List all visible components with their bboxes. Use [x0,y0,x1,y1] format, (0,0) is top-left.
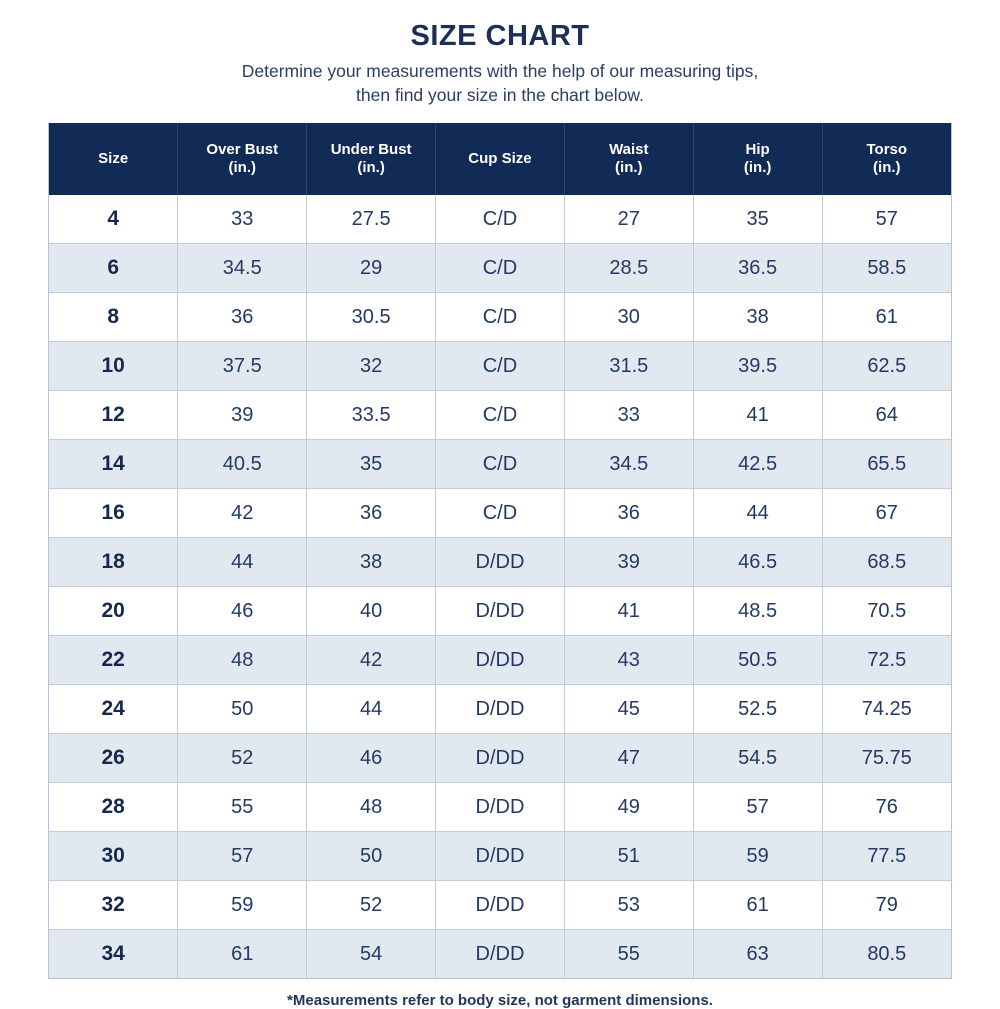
cell-measurement: 46 [178,587,307,636]
cell-measurement: 54.5 [693,734,822,783]
table-row [49,832,951,881]
cell-measurement: 61 [693,881,822,930]
cell-size: 10 [49,342,178,391]
cell-measurement: 39 [178,391,307,440]
cell-measurement: 41 [693,391,822,440]
cell-measurement: 30.5 [307,293,436,342]
cell-measurement: 43 [564,636,693,685]
cell-measurement: 52 [178,734,307,783]
table-row [49,930,951,979]
table-row [49,489,951,538]
table-header-row [49,123,951,195]
cell-measurement: C/D [436,342,565,391]
cell-size: 6 [49,244,178,293]
cell-measurement: C/D [436,293,565,342]
table-row [49,440,951,489]
cell-measurement: 57 [693,783,822,832]
cell-size: 22 [49,636,178,685]
cell-measurement: 39.5 [693,342,822,391]
subtitle-line-1: Determine your measurements with the help of our measuring tips, [241,61,759,81]
cell-measurement: 54 [307,930,436,979]
cell-measurement: 34.5 [564,440,693,489]
column-header-under-bust: Under Bust (in.) [307,123,436,195]
column-header-torso: Torso (in.) [822,123,951,195]
cell-measurement: 33 [178,195,307,244]
cell-measurement: 29 [307,244,436,293]
table-row [49,538,951,587]
cell-measurement: 74.25 [822,685,951,734]
cell-measurement: 63 [693,930,822,979]
cell-measurement: C/D [436,391,565,440]
cell-measurement: 50 [178,685,307,734]
cell-measurement: C/D [436,440,565,489]
cell-measurement: 57 [178,832,307,881]
cell-measurement: 61 [178,930,307,979]
cell-measurement: D/DD [436,636,565,685]
cell-measurement: 27 [564,195,693,244]
cell-measurement: C/D [436,489,565,538]
cell-measurement: 46 [307,734,436,783]
page-subtitle [48,59,952,107]
cell-measurement: 80.5 [822,930,951,979]
cell-measurement: 65.5 [822,440,951,489]
table-row [49,685,951,734]
cell-measurement: 39 [564,538,693,587]
cell-measurement: 46.5 [693,538,822,587]
cell-measurement: 49 [564,783,693,832]
cell-measurement: C/D [436,195,565,244]
cell-measurement: 48.5 [693,587,822,636]
cell-measurement: 36 [178,293,307,342]
cell-measurement: 44 [178,538,307,587]
table-header [49,123,951,195]
cell-size: 16 [49,489,178,538]
cell-measurement: D/DD [436,734,565,783]
cell-measurement: D/DD [436,832,565,881]
cell-measurement: D/DD [436,538,565,587]
cell-measurement: 55 [178,783,307,832]
cell-measurement: 35 [693,195,822,244]
subtitle-line-2: then find your size in the chart below. [356,85,644,106]
table-row [49,881,951,930]
cell-size: 34 [49,930,178,979]
cell-measurement: 40.5 [178,440,307,489]
cell-size: 18 [49,538,178,587]
cell-measurement: 38 [693,293,822,342]
cell-measurement: 27.5 [307,195,436,244]
cell-measurement: D/DD [436,783,565,832]
cell-measurement: 42 [178,489,307,538]
cell-measurement: 37.5 [178,342,307,391]
page-title: SIZE CHART [410,20,590,52]
table-row [49,244,951,293]
cell-measurement: 44 [693,489,822,538]
cell-measurement: 50 [307,832,436,881]
cell-measurement: 62.5 [822,342,951,391]
cell-measurement: 76 [822,783,951,832]
cell-size: 30 [49,832,178,881]
cell-measurement: 28.5 [564,244,693,293]
column-header-over-bust: Over Bust (in.) [178,123,307,195]
column-header-cup-size: Cup Size [436,123,565,195]
cell-measurement: 51 [564,832,693,881]
cell-measurement: 41 [564,587,693,636]
cell-measurement: 44 [307,685,436,734]
cell-measurement: 34.5 [178,244,307,293]
cell-measurement: 47 [564,734,693,783]
cell-measurement: 59 [178,881,307,930]
cell-size: 20 [49,587,178,636]
cell-measurement: 38 [307,538,436,587]
cell-measurement: 58.5 [822,244,951,293]
cell-size: 4 [49,195,178,244]
cell-measurement: 31.5 [564,342,693,391]
cell-measurement: 36 [307,489,436,538]
cell-measurement: 52 [307,881,436,930]
table-row [49,783,951,832]
table-row [49,293,951,342]
column-header-size: Size [49,123,178,195]
cell-measurement: 57 [822,195,951,244]
table-row [49,195,951,244]
cell-measurement: 53 [564,881,693,930]
footnote: *Measurements refer to body size, not garment dimensions. [287,992,713,1009]
table-row [49,587,951,636]
cell-size: 28 [49,783,178,832]
column-header-waist: Waist (in.) [564,123,693,195]
cell-measurement: 75.75 [822,734,951,783]
cell-size: 8 [49,293,178,342]
cell-size: 26 [49,734,178,783]
cell-measurement: 55 [564,930,693,979]
cell-measurement: 77.5 [822,832,951,881]
cell-measurement: 45 [564,685,693,734]
cell-measurement: 50.5 [693,636,822,685]
cell-measurement: 61 [822,293,951,342]
cell-measurement: D/DD [436,881,565,930]
cell-measurement: 33.5 [307,391,436,440]
size-chart-table-wrapper [48,123,952,979]
table-row [49,342,951,391]
cell-measurement: 72.5 [822,636,951,685]
cell-measurement: 59 [693,832,822,881]
cell-measurement: 79 [822,881,951,930]
table-body [49,195,951,978]
cell-size: 24 [49,685,178,734]
cell-measurement: 40 [307,587,436,636]
table-row [49,391,951,440]
cell-measurement: 48 [307,783,436,832]
cell-measurement: 42.5 [693,440,822,489]
table-row [49,636,951,685]
cell-measurement: 48 [178,636,307,685]
cell-measurement: 36.5 [693,244,822,293]
cell-measurement: 30 [564,293,693,342]
cell-measurement: D/DD [436,930,565,979]
cell-measurement: 68.5 [822,538,951,587]
size-chart-table [49,123,951,978]
cell-measurement: 67 [822,489,951,538]
cell-measurement: 36 [564,489,693,538]
cell-size: 12 [49,391,178,440]
cell-measurement: D/DD [436,587,565,636]
column-header-hip: Hip (in.) [693,123,822,195]
cell-size: 32 [49,881,178,930]
cell-measurement: 64 [822,391,951,440]
cell-measurement: D/DD [436,685,565,734]
cell-measurement: 33 [564,391,693,440]
cell-measurement: 32 [307,342,436,391]
cell-measurement: 70.5 [822,587,951,636]
cell-measurement: 52.5 [693,685,822,734]
cell-measurement: 42 [307,636,436,685]
cell-measurement: 35 [307,440,436,489]
cell-measurement: C/D [436,244,565,293]
cell-size: 14 [49,440,178,489]
table-row [49,734,951,783]
